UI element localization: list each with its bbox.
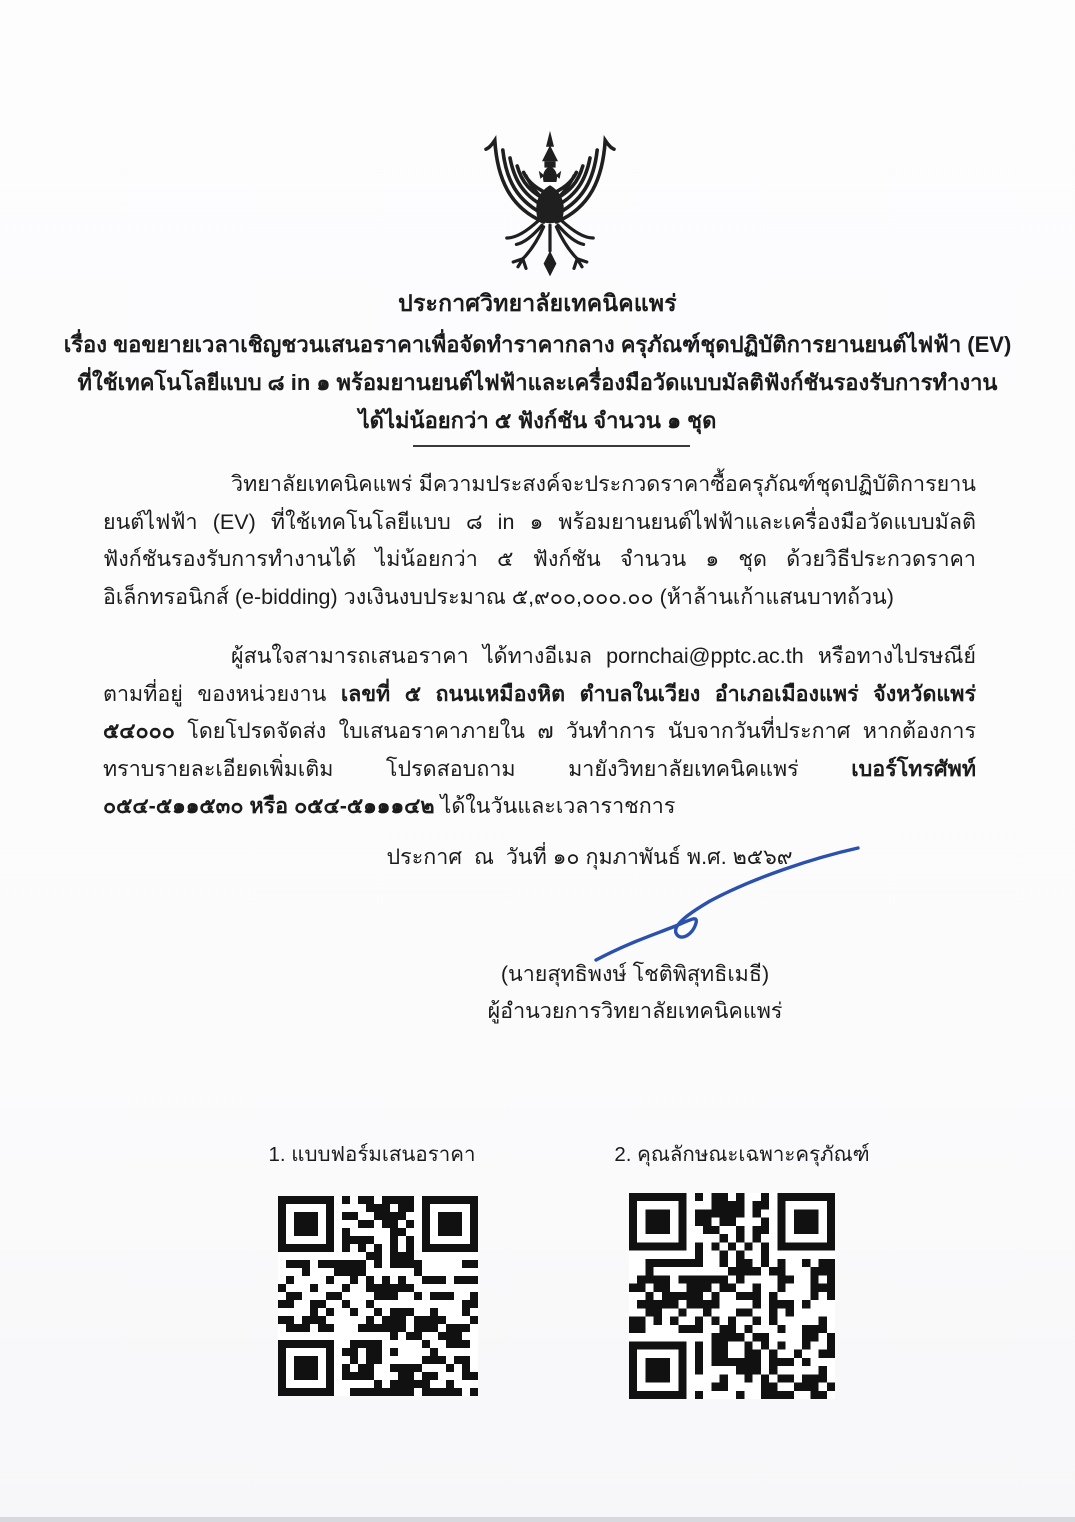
body-paragraph-1 bbox=[103, 466, 976, 616]
signer-title: ผู้อำนวยการวิทยาลัยเทคนิคแพร่ bbox=[487, 999, 783, 1023]
qr-code-equipment-spec bbox=[629, 1193, 835, 1399]
qr-code-offer-form bbox=[278, 1196, 478, 1396]
subject-block bbox=[60, 326, 1015, 440]
announcement-date: ประกาศ ณ วันที่ ๑๐ กุมภาพันธ์ พ.ศ. ๒๕๖๙ bbox=[386, 845, 793, 869]
title-divider-rule bbox=[413, 445, 690, 447]
body-paragraph-2 bbox=[103, 638, 976, 826]
paragraph-1-text: วิทยาลัยเทคนิคแพร่ มีความประสงค์จะประกวดราคาซื้อครุภัณฑ์ชุดปฏิบัติการยานยนต์ไฟฟ้า (EV) ที่ใช้เทคโนโลยีแบบ ๘ in ๑ พร้อมยานยนต์ไฟฟ้าและเครื่องมือวัดแบบมัลติฟังก์ชันรองรับการทำงานได้ ไม่น้อยกว่า ๕ ฟังก์ชัน จำนวน ๑ ชุด ด้วยวิธีประกวดราคาอิเล็กทรอนิกส์ (e-bidding) วงเงินงบประมาณ ๕,๙๐๐,๐๐๐.๐๐ (ห้าล้านเก้าแสนบาทถ้วน) bbox=[103, 472, 976, 609]
paragraph-2-text-c: โดยโปรดจัดส่ง ใบเสนอราคาภายใน ๗ วันทำการ นับจากวันที่ประกาศ หากต้องการทราบรายละเอียดเพิ่มเติม โปรดสอบถาม มายังวิทยาลัยเทคนิคแพร่ bbox=[103, 719, 976, 781]
garuda-emblem-icon bbox=[470, 126, 630, 294]
paragraph-2-phone-bold: เบอร์โทรศัพท์ ๐๕๔-๕๑๑๕๓๐ หรือ ๐๕๔-๕๑๑๑๔๒ bbox=[103, 756, 976, 818]
subject-line-2: ที่ใช้เทคโนโลยีแบบ ๘ in ๑ พร้อมยานยนต์ไฟฟ้าและเครื่องมือวัดแบบมัลติฟังก์ชันรองรับการทำงาน bbox=[77, 370, 998, 395]
subject-line-3: ได้ไม่น้อยกว่า ๕ ฟังก์ชัน จำนวน ๑ ชุด bbox=[358, 408, 717, 433]
paragraph-2-text-a: ผู้สนใจสามารถเสนอราคา ได้ทางอีเมล pornchai@pptc.ac.th หรือทางไปรษณีย์ตามที่อยู่ ของหน่วยงาน bbox=[103, 644, 976, 706]
qr-label-1: 1. แบบฟอร์มเสนอราคา bbox=[268, 1143, 476, 1166]
scan-edge-artifact bbox=[0, 1517, 1075, 1522]
paragraph-2-text-e: ได้ในวันและเวลาราชการ bbox=[434, 794, 676, 818]
signer-block bbox=[435, 956, 835, 1030]
paragraph-2-address-bold: เลขที่ ๕ ถนนเหมืองหิต ตำบลในเวียง อำเภอเมืองแพร่ จังหวัดแพร่ ๕๔๐๐๐ bbox=[103, 681, 976, 743]
qr-label-2: 2. คุณลักษณะเฉพาะครุภัณฑ์ bbox=[614, 1143, 870, 1166]
signature-ink bbox=[588, 844, 864, 966]
subject-line-1: เรื่อง ขอขยายเวลาเชิญชวนเสนอราคาเพื่อจัดทำราคากลาง ครุภัณฑ์ชุดปฏิบัติการยานยนต์ไฟฟ้า (EV) bbox=[63, 332, 1012, 357]
page-title: ประกาศวิทยาลัยเทคนิคแพร่ bbox=[398, 290, 677, 316]
signer-name: (นายสุทธิพงษ์ โชติพิสุทธิเมธี) bbox=[500, 962, 770, 986]
